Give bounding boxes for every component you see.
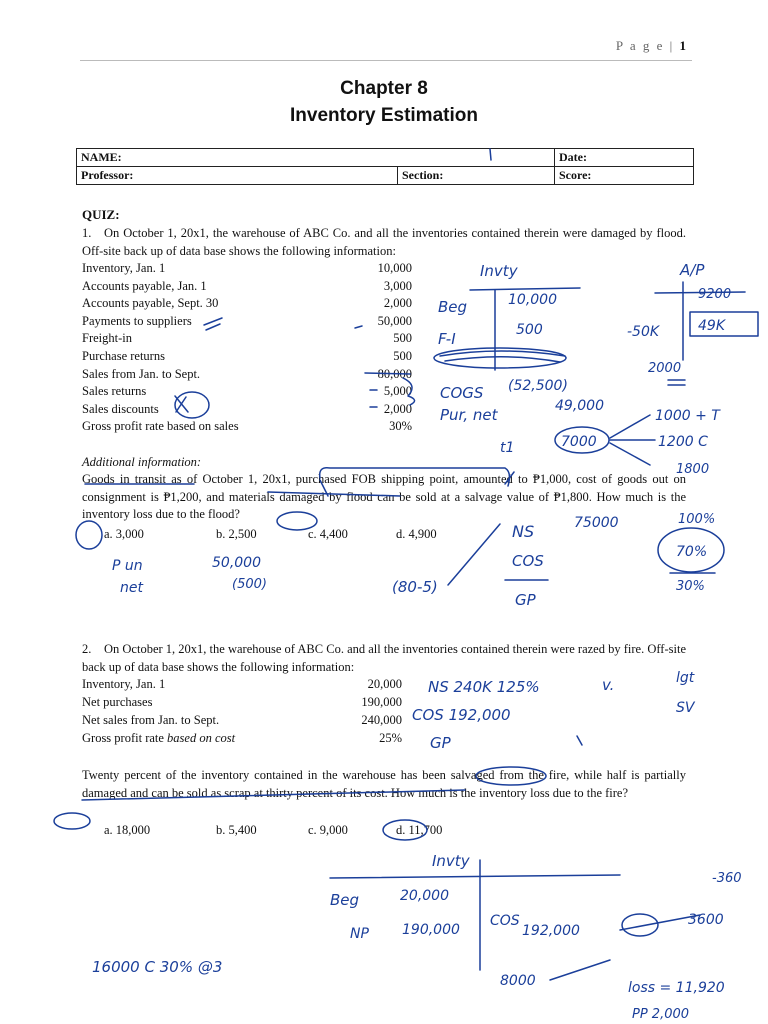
hw-1000: 1000 + T [655,408,720,424]
hw-beg: Beg [438,298,468,316]
q1-number: 1. [82,226,92,240]
q1-row-value: 5,000 [383,384,412,399]
q2-row-label: Inventory, Jan. 1 [82,677,166,691]
hw-q2-bottom: 16000 C 30% @3 [92,958,223,976]
q1-row [82,314,412,331]
q2-choice-d[interactable]: d. 11,700 [396,823,443,837]
q1-row-label: Purchase returns [82,349,165,363]
student-info-form [76,148,694,185]
header-rule [80,60,692,61]
q2-row-value: 240,000 [361,713,402,727]
hw-q2-m360: -360 [712,871,742,886]
hw-ap-50k: -50K [627,324,660,340]
q1-row-value: 500 [393,349,412,363]
q2-row [82,695,412,712]
hw-circle-a [76,521,102,549]
q1-choice-c[interactable]: c. 4,400 [308,527,348,541]
hw-lgt: lgt [676,670,695,686]
q1-row [82,279,412,296]
q1-row [82,402,412,419]
q2-row [82,731,412,748]
q1-additional-text: Goods in transit as of October 1, 20x1, purchased FOB shipping point, amounted to ₱1,000, cost of goods out on consignment is ₱1,200, and materials damaged by flood can be sold at a salvage value of ₱1,800. How much is the inventory loss due to the flood? [82,472,686,521]
hw-q2-np: NP [350,926,369,942]
q1-row-value: 50,000 [377,313,412,328]
hw-pur-net: Pur, net [440,406,498,424]
hw-circle-loss2 [54,813,90,829]
q2-choice-b[interactable]: b. 5,400 [216,823,257,837]
hw-100: 100% [678,512,716,527]
hw-q2-beg: Beg [330,891,360,909]
hw-q2-beg-val: 20,000 [400,888,449,904]
q1-row-label: Sales discounts [82,401,159,416]
hw-q2-end: 8000 [500,973,536,989]
hw-q2-loss: loss = 11,920 [628,980,725,996]
q1-row [82,419,412,436]
hw-q2-cos2-val: 192,000 [522,923,580,939]
hw-sales-paren: (500) [232,577,267,592]
q1-choice-a[interactable]: a. 3,000 [104,527,144,541]
hw-ap-9200: 9200 [698,287,732,302]
hw-tl: t1 [500,440,515,456]
q2-row-label: Net sales from Jan. to Sept. [82,713,220,727]
q1-row [82,367,412,384]
q1-row-label: Payments to suppliers [82,313,192,328]
hw-q2-cos2: COS [490,913,520,929]
hw-sv: SV [676,700,695,716]
q1-row-value: 2,000 [383,296,412,311]
hw-ns5: (80-5) [392,578,438,596]
hw-circle-70 [658,528,724,572]
q1-row [82,331,412,348]
hw-ap-49k: 49K [698,318,725,334]
hw-cos: COS [512,552,544,570]
hw-scribble [434,348,566,368]
hw-beg-val: 10,000 [508,292,557,308]
q1-intro-text: On October 1, 20x1, the warehouse of ABC Co. and all the inventories contained therein were damaged by flood. Off-site back up of data base shows the following information: [82,226,686,258]
date-field[interactable]: Date: [555,149,694,167]
q1-row [82,349,412,366]
q1-row-value: 500 [393,331,412,346]
q1-row [82,384,412,401]
hw-1800: 1800 [676,462,710,477]
hw-circle [622,914,658,936]
q1-row-value: 3,000 [383,278,412,293]
hw-net: net [120,580,143,596]
hw-q2-np-val: 190,000 [402,922,460,938]
hw-fi-val: 500 [516,322,543,338]
hw-invty: Invty [480,262,518,280]
hw-cogs: COGS [440,384,484,402]
q1-choice-d[interactable]: d. 4,900 [396,527,437,541]
q2-row-label: Gross profit rate based on cost [82,731,236,745]
hw-gp: GP [515,591,536,609]
chapter-title: Chapter 8 [340,78,428,99]
q2-row-value: 20,000 [367,677,402,691]
hw-total: 7000 [561,434,597,450]
q2-number: 2. [82,642,92,656]
section-field[interactable]: Section: [398,167,555,185]
hw-arrow [550,960,610,980]
q2-intro-text: On October 1, 20x1, the warehouse of ABC Co. and all the inventories contained therein were razed by fire. Off-site back up of data base shows the following information: [82,642,686,674]
hw-pur-net-val: 49,000 [555,398,604,414]
q1-row [82,296,412,313]
hw-q2-3600: 3600 [688,912,724,928]
q1-row [82,261,412,278]
hw-scribble [440,351,565,362]
hw-q2-pp: PP 2,000 [632,1007,690,1022]
q2-row-value: 25% [379,731,402,745]
page-label: P a g e | [615,38,675,53]
page-number: 1 [679,38,686,53]
hw-cogs-val: (52,500) [508,378,568,394]
hw-q2-cos: COS 192,000 [412,706,511,724]
q1-row-value: 80,000 [377,366,412,381]
q1-intro [82,225,686,260]
hw-p-un: P un [112,558,143,574]
hw-ap: A/P [680,261,705,279]
hw-q2-ns: NS 240K 125% [428,678,540,696]
q1-additional-label: Additional information: [82,455,202,469]
q2-row-value: 190,000 [361,695,402,709]
q2-text: Twenty percent of the inventory contained in the warehouse has been salvaged from the fire, while half is partially damaged and can be sold as scrap at thirty percent of its cost. How much is the inventory loss due to the fire? [82,768,686,800]
q2-row-label: Net purchases [82,695,153,709]
q1-row-value: 10,000 [377,261,412,275]
q1-row-label: Accounts payable, Sept. 30 [82,296,219,311]
quiz-label: QUIZ: [82,207,120,222]
hw-t-line [470,288,580,290]
q1-row-value: 2,000 [383,401,412,416]
subject-title: Inventory Estimation [290,105,478,126]
q1-row-label: Freight-in [82,331,132,346]
hw-strike [620,915,700,930]
hw-v: v. [602,676,615,694]
hw-fi: F-I [438,330,456,348]
q1-row-label: Sales from Jan. to Sept. [82,366,201,381]
q1-row-label: Sales returns [82,384,147,399]
hw-sales-net: 50,000 [212,555,261,571]
hw-ns-val: 75000 [574,515,619,531]
hw-q2-gp: GP [430,734,451,752]
q1-row-value: 30% [389,419,412,434]
q2-row [82,677,412,694]
professor-field[interactable]: Professor: [77,167,398,185]
hw-30: 30% [676,579,705,594]
hw-t-line [655,292,745,293]
score-field[interactable]: Score: [555,167,694,185]
q2-row [82,713,412,730]
q2-intro [82,641,686,676]
hw-ap-2000: 2000 [648,361,682,376]
hw-box [690,312,758,336]
q1-row-label: Inventory, Jan. 1 [82,261,166,275]
q2-choice-a[interactable]: a. 18,000 [104,823,151,837]
q2-choice-c[interactable]: c. 9,000 [308,823,348,837]
hw-tick [577,736,582,745]
hw-70: 70% [676,544,708,560]
hw-1200: 1200 C [658,434,708,450]
name-field[interactable]: NAME: [77,149,555,167]
q1-row-label: Accounts payable, Jan. 1 [82,278,207,293]
q2-row-label-suffix: based on cost [167,731,236,745]
hw-arrow [448,524,500,585]
hw-circle [555,427,609,453]
hw-ns: NS [512,522,535,541]
q1-choice-b[interactable]: b. 2,500 [216,527,257,541]
hw-t-line [330,875,620,878]
page-header [616,38,686,54]
q1-row-label: Gross profit rate based on sales [82,419,239,434]
hw-q2-invty: Invty [432,852,470,870]
